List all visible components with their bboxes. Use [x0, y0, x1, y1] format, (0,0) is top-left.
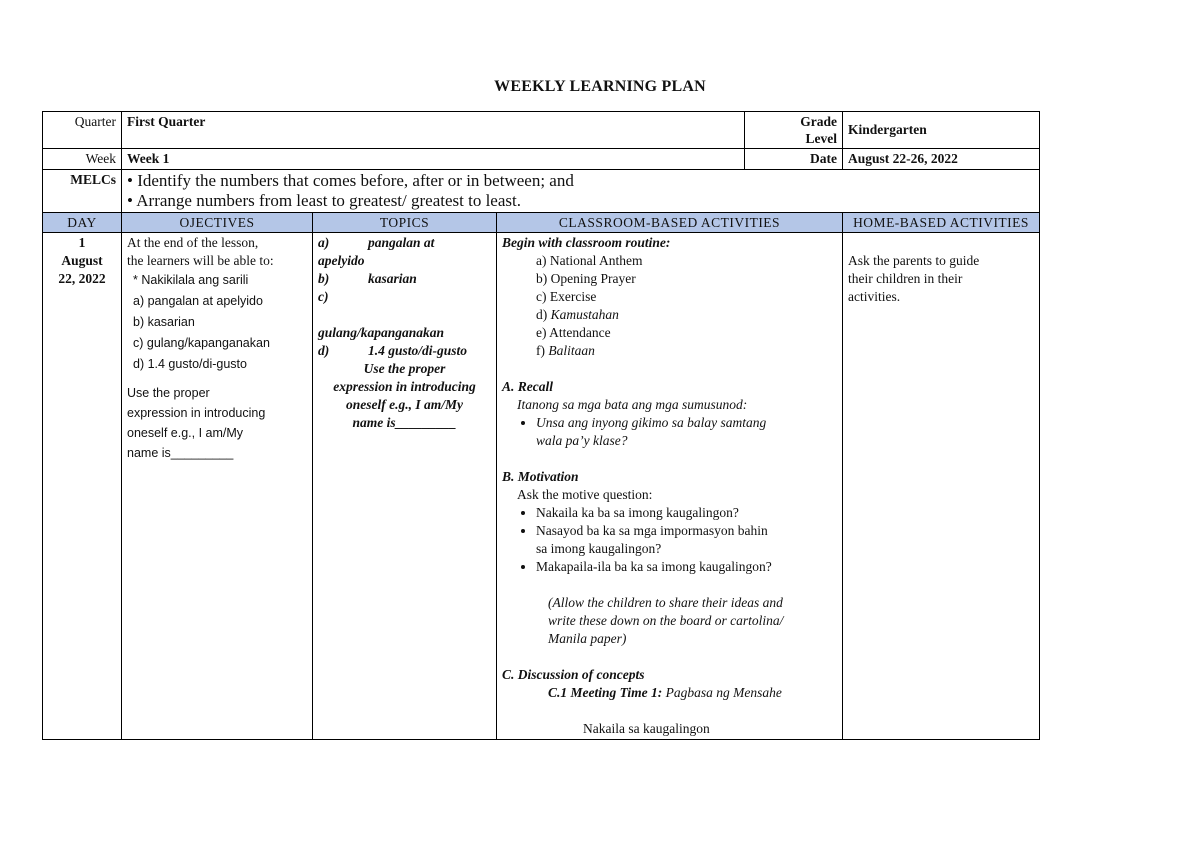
routine-item: b) Opening Prayer	[536, 271, 636, 286]
objective-expression	[127, 383, 307, 463]
day-month: August	[61, 253, 103, 268]
day-cell	[43, 233, 122, 740]
grade-level-label	[745, 112, 843, 149]
topics-cell	[313, 233, 497, 740]
topic-a-label: a)	[318, 235, 330, 250]
grade-level-value: Kindergarten	[843, 112, 1040, 149]
day-1-row	[43, 233, 1040, 740]
motivation-question: • Nasayod ba ka sa mga impormasyon bahin sa imong kaugalingon?	[536, 522, 837, 558]
home-activities-cell	[843, 233, 1040, 740]
objective-expression-line: Use the proper	[127, 386, 210, 400]
routine-item: c) Exercise	[536, 289, 597, 304]
home-activity-line: their children in their	[848, 271, 963, 286]
topic-expression-line: expression in introducing	[333, 379, 476, 394]
routine-title: Begin with classroom routine:	[502, 235, 671, 250]
objective-expression-line: name is_________	[127, 446, 234, 460]
column-header-row	[43, 213, 1040, 233]
topic-a-text-cont: apelyido	[318, 253, 365, 268]
objectives-intro-2: the learners will be able to:	[127, 253, 274, 268]
topic-item-a	[318, 234, 491, 252]
meeting-time-label: C.1 Meeting Time 1:	[548, 685, 663, 700]
objective-item: d) 1.4 gusto/di-gusto	[133, 357, 247, 371]
objective-item: a) pangalan at apelyido	[133, 294, 263, 308]
home-activity-line: activities.	[848, 289, 901, 304]
header-classroom-activities: CLASSROOM-BASED ACTIVITIES	[497, 213, 843, 233]
meeting-time	[502, 684, 837, 702]
header-day: DAY	[43, 213, 122, 233]
objectives-intro-1: At the end of the lesson,	[127, 235, 259, 250]
document-title: WEEKLY LEARNING PLAN	[494, 78, 706, 95]
routine-item: f) Balitaan	[536, 343, 595, 358]
objective-item: * Nakikilala ang sarili	[133, 273, 249, 287]
topic-b-label: b)	[318, 271, 330, 286]
week-row	[43, 149, 1040, 170]
routine-item: e) Attendance	[536, 325, 611, 340]
learning-plan-table	[42, 111, 1040, 740]
melcs-label: MELCs	[43, 170, 122, 213]
routine-list	[502, 252, 837, 360]
motivation-intro: Ask the motive question:	[517, 487, 653, 502]
objective-expression-line: oneself e.g., I am/My	[127, 426, 244, 440]
header-objectives: OJECTIVES	[122, 213, 313, 233]
discussion-title: C. Discussion of concepts	[502, 667, 645, 682]
quarter-label: Quarter	[43, 112, 122, 149]
routine-item: d) Kamustahan	[536, 307, 619, 322]
date-value: August 22-26, 2022	[843, 149, 1040, 170]
topic-b-text: kasarian	[368, 271, 417, 286]
topic-expression-line: name is_________	[352, 415, 457, 430]
motivation-questions	[502, 504, 837, 576]
topic-a-text: pangalan at	[368, 235, 435, 250]
grade-label-line-2: Level	[805, 131, 837, 146]
home-activity-line: Ask the parents to guide	[848, 253, 980, 268]
routine-item: a) National Anthem	[536, 253, 643, 268]
day-date: 22, 2022	[58, 271, 106, 286]
topic-c-label: c)	[318, 289, 329, 304]
date-label: Date	[745, 149, 843, 170]
quarter-row	[43, 112, 1040, 149]
objectives-cell	[122, 233, 313, 740]
topic-expression-line: Use the proper	[363, 361, 446, 376]
nakaila-heading: Nakaila sa kaugalingon	[583, 721, 710, 736]
melc-item: • Identify the numbers that comes before, after or in between; and	[127, 171, 574, 190]
topic-item-b	[318, 270, 491, 288]
grade-label-line-1: Grade	[800, 114, 837, 129]
quarter-value: First Quarter	[122, 112, 745, 149]
day-number: 1	[78, 235, 86, 250]
topic-expression	[318, 360, 491, 432]
motivation-question: • Nakaila ka ba sa imong kaugalingon?	[536, 504, 837, 522]
recall-questions	[502, 414, 837, 450]
header-home-activities: HOME-BASED ACTIVITIES	[843, 213, 1040, 233]
melcs-row	[43, 170, 1040, 213]
topic-c-text: gulang/kapanganakan	[318, 325, 445, 340]
meeting-time-text: Pagbasa ng Mensahe	[662, 685, 782, 700]
objective-item: b) kasarian	[133, 315, 195, 329]
motivation-title: B. Motivation	[502, 469, 579, 484]
objective-expression-line: expression in introducing	[127, 406, 266, 420]
week-value: Week 1	[122, 149, 745, 170]
melc-item: • Arrange numbers from least to greatest/ greatest to least.	[127, 191, 521, 210]
recall-title: A. Recall	[502, 379, 553, 394]
melcs-content	[122, 170, 1040, 213]
header-topics: TOPICS	[313, 213, 497, 233]
objective-item-list	[127, 270, 307, 375]
objective-item: c) gulang/kapanganakan	[133, 336, 270, 350]
motivation-question: • Makapaila-ila ba ka sa imong kaugalingon?	[536, 558, 837, 576]
topic-d-text: 1.4 gusto/di-gusto	[368, 343, 468, 358]
week-label: Week	[43, 149, 122, 170]
topic-d-label: d)	[318, 343, 330, 358]
classroom-activities-cell	[497, 233, 843, 740]
allow-note: (Allow the children to share their ideas and write these down on the board or cartolina/ Manila paper)	[548, 595, 784, 646]
recall-intro: Itanong sa mga bata ang mga sumusunod:	[517, 397, 748, 412]
topic-expression-line: oneself e.g., I am/My	[346, 397, 463, 412]
recall-question: • Unsa ang inyong gikimo sa balay samtang wala pa’y klase?	[536, 414, 837, 450]
topic-item-d	[318, 342, 491, 360]
